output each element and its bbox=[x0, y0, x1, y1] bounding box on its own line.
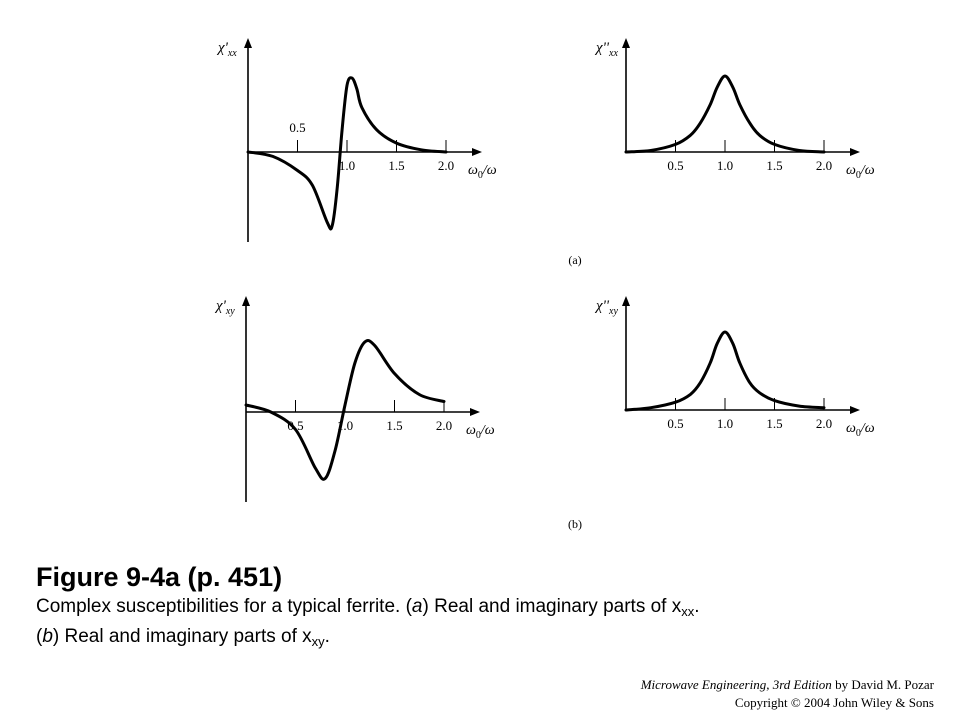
y-axis-arrow bbox=[242, 296, 250, 306]
series-line bbox=[248, 78, 446, 229]
x-tick-label: 2.0 bbox=[437, 158, 455, 173]
book-credit bbox=[641, 676, 934, 694]
subfigure-label-a: (a) bbox=[568, 253, 582, 267]
chart-panel-b-left bbox=[214, 296, 495, 502]
series-line bbox=[246, 340, 444, 479]
y-axis-label: $\chi''_{xy}$ bbox=[596, 298, 618, 317]
caption-variable: x bbox=[302, 626, 312, 647]
caption bbox=[36, 560, 936, 654]
caption-line-2 bbox=[36, 624, 936, 654]
chart-panel-b-right bbox=[594, 296, 875, 439]
chart-panel-a-right bbox=[594, 38, 875, 181]
caption-variable: x bbox=[671, 596, 682, 617]
x-tick-label: 0.5 bbox=[667, 158, 684, 173]
copyright-notice: Copyright © 2004 John Wiley & Sons bbox=[734, 695, 934, 710]
x-tick-label: 1.0 bbox=[336, 418, 354, 433]
y-axis-label: $\chi''_{xx}$ bbox=[596, 40, 618, 59]
x-tick-label: 1.5 bbox=[388, 158, 405, 173]
x-tick-label: 2.0 bbox=[435, 418, 453, 433]
credits bbox=[641, 676, 934, 712]
caption-text: . bbox=[324, 626, 330, 647]
caption-subscript: xx bbox=[681, 604, 695, 619]
x-tick-label: 0.5 bbox=[667, 416, 684, 431]
y-axis-label: $\chi'_{xx}$ bbox=[218, 40, 237, 59]
caption-line-1 bbox=[36, 594, 936, 624]
x-tick-label: 1.5 bbox=[386, 418, 403, 433]
caption-text: . bbox=[694, 596, 700, 617]
x-tick-label: 1.0 bbox=[716, 416, 734, 431]
caption-text: ) Real and imaginary parts of bbox=[52, 626, 303, 647]
x-tick-label: 1.5 bbox=[766, 416, 783, 431]
x-tick-label: 1.0 bbox=[338, 158, 356, 173]
x-axis-label: $\omega_0/\omega$ bbox=[846, 421, 875, 439]
x-tick-label: 2.0 bbox=[815, 416, 833, 431]
caption-text: b bbox=[42, 626, 53, 647]
caption-subscript: xy bbox=[311, 634, 325, 649]
x-axis-arrow bbox=[850, 406, 860, 414]
x-tick-label: 2.0 bbox=[815, 158, 833, 173]
x-axis-arrow bbox=[470, 408, 480, 416]
figure-title: Figure 9-4a (p. 451) bbox=[36, 562, 283, 592]
chart-panel-a-left bbox=[216, 38, 497, 242]
caption-text: ( bbox=[36, 626, 43, 647]
x-axis-arrow bbox=[472, 148, 482, 156]
book-title: Microwave Engineering, 3rd Edition bbox=[640, 677, 832, 692]
subfigure-label-b: (b) bbox=[568, 517, 582, 531]
y-axis-arrow bbox=[622, 38, 630, 48]
x-axis-label: $\omega_0/\omega$ bbox=[466, 423, 495, 441]
caption-text: a bbox=[411, 596, 423, 617]
x-tick-label: 1.0 bbox=[716, 158, 734, 173]
x-axis-label: $\omega_0/\omega$ bbox=[468, 163, 497, 181]
x-axis-label: $\omega_0/\omega$ bbox=[846, 163, 875, 181]
y-axis-arrow bbox=[244, 38, 252, 48]
annotation-label: 0.5 bbox=[289, 120, 306, 135]
x-tick-label: 1.5 bbox=[766, 158, 783, 173]
y-axis-arrow bbox=[622, 296, 630, 306]
y-axis-label: $\chi'_{xy}$ bbox=[216, 298, 235, 317]
caption-text: ) Real and imaginary parts of bbox=[422, 596, 672, 617]
x-tick-label: 0.5 bbox=[287, 418, 304, 433]
book-author: by David M. Pozar bbox=[831, 677, 934, 692]
caption-text: Complex susceptibilities for a typical ferrite. ( bbox=[36, 596, 412, 617]
x-axis-arrow bbox=[850, 148, 860, 156]
